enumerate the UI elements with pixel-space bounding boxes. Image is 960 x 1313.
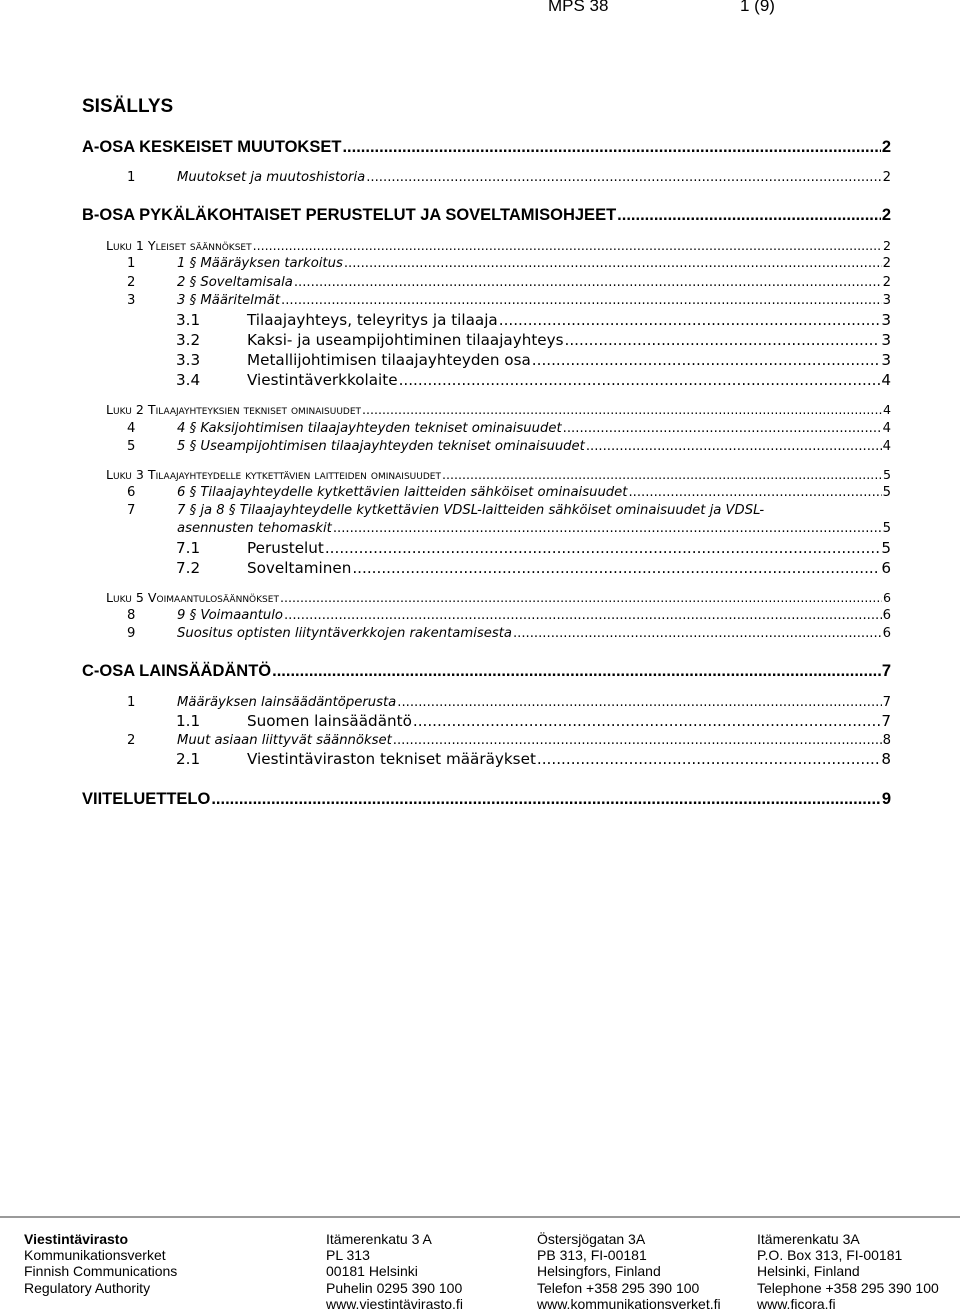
toc-entry[interactable] [127, 293, 891, 308]
footer-line: Puhelin 0295 390 100 [326, 1279, 463, 1296]
toc-entry-text: Määräyksen lainsäädäntöperusta [177, 695, 397, 710]
toc-entry-text: Metallijohtimisen tilaajayhteyden osa [247, 351, 531, 369]
toc-entry-page: 2 [882, 238, 891, 253]
toc-entry[interactable] [127, 485, 891, 500]
toc-entry-page: 2 [881, 138, 891, 156]
toc-leader-dots [628, 485, 881, 500]
toc-entry-page: 5 [882, 521, 891, 536]
toc-title: SISÄLLYS [82, 96, 174, 117]
footer-line: Itämerenkatu 3 A [326, 1231, 432, 1247]
toc-entry-page: 2 [882, 275, 891, 290]
toc-entry[interactable] [127, 695, 891, 710]
toc-entry[interactable] [127, 256, 891, 271]
toc-entry-page: 4 [882, 421, 891, 436]
toc-entry-text: Luku 3 Tilaajayhteydelle kytkettävien laitteiden ominaisuudet [106, 467, 441, 482]
toc-entry[interactable] [176, 539, 891, 557]
toc-leader-dots [272, 662, 881, 681]
toc-entry[interactable] [176, 351, 891, 369]
toc-entry-page: 7 [882, 695, 891, 710]
toc-entry[interactable] [176, 712, 891, 730]
footer-line: Telephone +358 295 390 100 [757, 1279, 939, 1296]
toc-entry[interactable] [176, 311, 891, 329]
toc-entry[interactable] [82, 662, 891, 681]
footer-line: Regulatory Authority [24, 1279, 151, 1296]
toc-leader-dots [532, 351, 881, 369]
footer-link[interactable]: www.ficora.fi [757, 1295, 836, 1312]
toc-entry-page: 5 [881, 539, 891, 557]
toc-entry[interactable] [176, 750, 891, 768]
document-id: MPS 38 [548, 0, 609, 15]
toc-leader-dots [281, 293, 882, 308]
toc-entry-page: 3 [881, 311, 891, 329]
toc-entry-text: C-OSA LAINSÄÄDÄNTÖ [82, 662, 272, 680]
footer-line: Finnish Communications [24, 1263, 178, 1280]
toc-entry[interactable] [127, 733, 891, 748]
toc-leader-dots [294, 275, 882, 290]
toc-entry-text: 3 § Määritelmät [177, 293, 281, 308]
toc-entry-text: Perustelut [247, 539, 324, 557]
toc-leader-dots [397, 695, 881, 710]
toc-entry[interactable] [127, 608, 891, 623]
toc-entry-number: 3.2 [176, 331, 201, 349]
toc-entry-page: 8 [882, 733, 891, 748]
toc-entry-number: 1 [127, 170, 136, 185]
toc-leader-dots [344, 256, 882, 271]
toc-entry-page: 7 [881, 712, 891, 730]
footer-agency [24, 1231, 177, 1296]
toc-entry-text: asennusten tehomaskit [177, 521, 332, 536]
toc-entry-page: 3 [881, 351, 891, 369]
toc-entry-number: 1 [127, 256, 136, 271]
toc-entry-number: 7.1 [176, 539, 201, 557]
toc-entry-page: 6 [882, 590, 891, 605]
toc-entry[interactable] [127, 503, 891, 536]
footer-line: Kommunikationsverket [24, 1247, 166, 1264]
toc-entry-page: 6 [882, 608, 891, 623]
toc-entry[interactable] [176, 371, 891, 389]
toc-entry-number: 7 [127, 503, 136, 518]
toc-entry-number: 6 [127, 485, 136, 500]
toc-entry-text: Kaksi- ja useampijohtiminen tilaajayhteys [247, 331, 564, 349]
toc-leader-dots [537, 750, 880, 768]
toc-leader-dots [253, 238, 882, 253]
toc-entry-text: Suomen lainsäädäntö [247, 712, 412, 730]
toc-entry[interactable] [82, 138, 891, 157]
toc-entry-text: 5 § Useampijohtimisen tilaajayhteyden tekniset ominaisuudet [177, 439, 585, 454]
toc-entry-text: Suositus optisten liityntäverkkojen rakentamisesta [177, 626, 512, 641]
toc-entry-text: Muut asiaan liittyvät säännökset [177, 733, 392, 748]
toc-entry[interactable] [127, 170, 891, 185]
toc-leader-dots [499, 311, 881, 329]
toc-entry-number: 5 [127, 439, 136, 454]
toc-leader-dots [586, 439, 882, 454]
toc-entry-number: 2 [127, 733, 136, 748]
toc-entry-page: 4 [882, 402, 891, 417]
toc-entry-text: 1 § Määräyksen tarkoitus [177, 256, 343, 271]
toc-leader-dots [280, 590, 882, 605]
toc-entry[interactable] [127, 275, 891, 290]
toc-leader-dots [399, 371, 881, 389]
toc-entry-text: 9 § Voimaantulo [177, 608, 283, 623]
toc-entry[interactable] [127, 439, 891, 454]
toc-entry-text: Luku 5 Voimaantulosäännökset [106, 590, 279, 605]
toc-entry[interactable] [127, 421, 891, 436]
toc-entry[interactable] [106, 590, 891, 605]
footer-line: 00181 Helsinki [326, 1263, 418, 1280]
toc-entry-number: 3 [127, 293, 136, 308]
toc-entry[interactable] [106, 467, 891, 482]
toc-entry-number: 2.1 [176, 750, 201, 768]
footer-link[interactable]: www.kommunikationsverket.fi [537, 1295, 721, 1312]
toc-entry-page: 4 [881, 371, 891, 389]
toc-entry-text: 6 § Tilaajayhteydelle kytkettävien laitteiden sähköiset ominaisuudet [177, 485, 628, 500]
toc-entry-page: 6 [881, 559, 891, 577]
toc-entry-text: 4 § Kaksijohtimisen tilaajayhteyden tekniset ominaisuudet [177, 421, 562, 436]
toc-entry-text: Viestintäviraston tekniset määräykset [247, 750, 536, 768]
footer-line: Telefon +358 295 390 100 [537, 1279, 700, 1296]
toc-entry[interactable] [176, 331, 891, 349]
page-number: 1 (9) [740, 0, 775, 15]
toc-leader-dots [513, 626, 882, 641]
footer-line: Itämerenkatu 3A [757, 1231, 860, 1247]
toc-entry-page: 4 [882, 439, 891, 454]
toc-entry-text: 7 § ja 8 § Tilaajayhteydelle kytkettävien VDSL-laitteiden sähköiset ominaisuudet ja VDSL- [177, 503, 765, 518]
toc-entry[interactable] [106, 402, 891, 417]
toc-entry-page: 6 [882, 626, 891, 641]
toc-entry[interactable] [82, 790, 891, 809]
toc-entry-page: 3 [882, 293, 891, 308]
toc-leader-dots [563, 421, 882, 436]
footer-line: Östersjögatan 3A [537, 1231, 646, 1247]
toc-entry-number: 9 [127, 626, 136, 641]
toc-entry-text: Muutokset ja muutoshistoria [177, 170, 366, 185]
toc-leader-dots [617, 206, 881, 225]
toc-entry-text: Luku 1 Yleiset säännökset [106, 238, 252, 253]
footer-line: PB 313, FI-00181 [537, 1247, 647, 1264]
toc-entry-page: 2 [881, 206, 891, 224]
toc-entry-page: 5 [882, 485, 891, 500]
toc-entry-number: 3.1 [176, 311, 201, 329]
footer-line: PL 313 [326, 1247, 370, 1264]
toc-leader-dots [565, 331, 881, 349]
toc-entry-text: Luku 2 Tilaajayhteyksien tekniset ominaisuudet [106, 402, 362, 417]
footer-line: Helsingfors, Finland [537, 1263, 661, 1280]
toc-entry-page: 9 [881, 790, 891, 808]
toc-leader-dots [362, 402, 882, 417]
toc-entry-number: 1 [127, 695, 136, 710]
toc-entry[interactable] [82, 206, 891, 225]
toc-entry[interactable] [176, 559, 891, 577]
footer-link[interactable]: www.viestintävirasto.fi [326, 1295, 463, 1312]
toc-entry-number: 4 [127, 421, 136, 436]
toc-entry-number: 8 [127, 608, 136, 623]
toc-entry-number: 3.4 [176, 371, 201, 389]
toc-leader-dots [342, 138, 880, 157]
toc-leader-dots [325, 539, 880, 557]
toc-leader-dots [333, 521, 882, 536]
toc-entry-text: A-OSA KESKEISET MUUTOKSET [82, 138, 342, 156]
toc-entry-page: 5 [882, 467, 891, 482]
toc-entry-number: 1.1 [176, 712, 201, 730]
footer-line: P.O. Box 313, FI-00181 [757, 1247, 903, 1264]
footer-address-fi [326, 1231, 463, 1312]
footer-address-en [757, 1231, 939, 1312]
toc-leader-dots [442, 467, 882, 482]
toc-leader-dots [352, 559, 880, 577]
toc-entry-number: 3.3 [176, 351, 201, 369]
toc-entry-text: VIITELUETTELO [82, 790, 211, 808]
toc-leader-dots [413, 712, 880, 730]
footer-address-sv [537, 1231, 721, 1312]
toc-entry-text: Tilaajayhteys, teleyritys ja tilaaja [247, 311, 498, 329]
toc-entry-text: 2 § Soveltamisala [177, 275, 293, 290]
toc-entry-page: 2 [882, 256, 891, 271]
footer-line: Viestintävirasto [24, 1231, 129, 1247]
toc-entry-text: Viestintäverkkolaite [247, 371, 398, 389]
toc-leader-dots [284, 608, 882, 623]
toc-leader-dots [211, 790, 880, 809]
toc-entry[interactable] [127, 626, 891, 641]
toc-entry-page: 2 [882, 170, 891, 185]
toc-entry[interactable] [106, 238, 891, 253]
toc-entry-text: B-OSA PYKÄLÄKOHTAISET PERUSTELUT JA SOVELTAMISOHJEET [82, 206, 617, 224]
page-footer [0, 1216, 960, 1313]
toc-entry-page: 7 [881, 662, 891, 680]
toc-entry-number: 7.2 [176, 559, 201, 577]
toc-leader-dots [393, 733, 882, 748]
footer-divider [0, 1216, 960, 1218]
toc-entry-text: Soveltaminen [247, 559, 352, 577]
toc-entry-page: 3 [881, 331, 891, 349]
toc-entry-page: 8 [881, 750, 891, 768]
toc-leader-dots [366, 170, 881, 185]
footer-line: Helsinki, Finland [757, 1263, 860, 1280]
page-header [0, 0, 960, 24]
toc-entry-number: 2 [127, 275, 136, 290]
